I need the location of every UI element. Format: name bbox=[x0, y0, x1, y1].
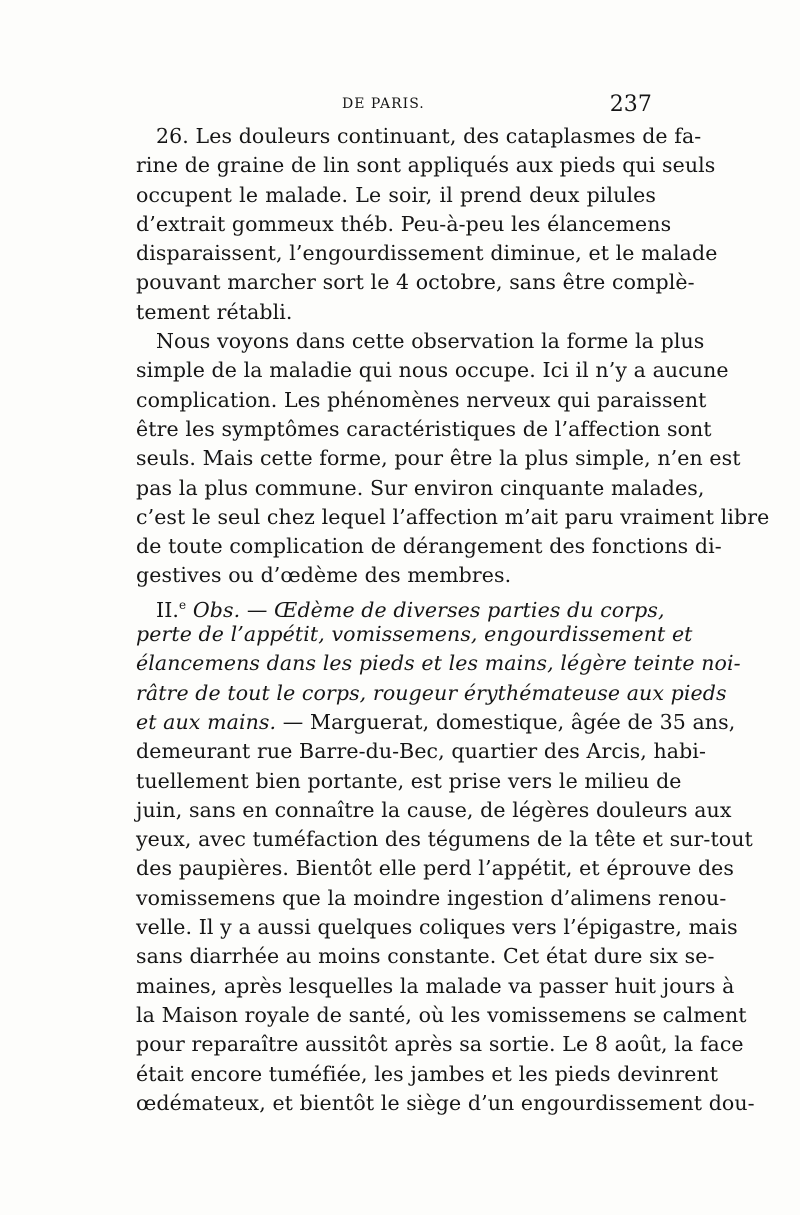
running-head bbox=[136, 92, 656, 122]
text-line: d’extrait gommeux théb. Peu-à-peu les élancemens bbox=[136, 211, 672, 236]
text-line: était encore tuméfiée, les jambes et les pieds devinrent bbox=[136, 1061, 719, 1086]
text-line: rine de graine de lin sont appliqués aux pieds qui seuls bbox=[136, 153, 716, 178]
text-line: c’est le seul chez lequel l’affection m’ait paru vraiment libre bbox=[136, 504, 770, 529]
text-line: être les symptômes caractéristiques de l’affection sont bbox=[136, 416, 712, 441]
text-line: élancemens dans les pieds et les mains, légère teinte noi- bbox=[136, 651, 741, 676]
text-line: sans diarrhée au moins constante. Cet état dure six se- bbox=[136, 944, 715, 969]
text-line: de toute complication de dérangement des fonctions di- bbox=[136, 534, 722, 559]
text-line: maines, après lesquelles la malade va passer huit jours à bbox=[136, 973, 735, 998]
paragraph-group-1 bbox=[136, 122, 770, 591]
text-line: juin, sans en connaître la cause, de légères douleurs aux bbox=[136, 797, 732, 822]
text-line bbox=[136, 591, 665, 622]
paragraph-group-2 bbox=[136, 737, 755, 1118]
text-line: yeux, avec tuméfaction des tégumens de la tête et sur-tout bbox=[136, 827, 753, 852]
text-line: pour reparaître aussitôt après sa sortie. Le 8 août, la face bbox=[136, 1032, 744, 1057]
text-line: Nous voyons dans cette observation la forme la plus bbox=[156, 329, 705, 354]
text-line: tuellement bien portante, est prise vers le milieu de bbox=[136, 768, 682, 793]
text-line: tement rétabli. bbox=[136, 299, 293, 324]
text-line: disparaissent, l’engourdissement diminue, et le malade bbox=[136, 241, 718, 266]
text-line: vomissemens que la moindre ingestion d’alimens renou- bbox=[136, 885, 727, 910]
text-line: gestives ou d’œdème des membres. bbox=[136, 563, 512, 588]
text-line: pouvant marcher sort le 4 octobre, sans être complè- bbox=[136, 270, 695, 295]
obs-number: II. bbox=[156, 597, 180, 622]
obs-title-end: et aux mains. bbox=[136, 709, 277, 734]
text-line: demeurant rue Barre-du-Bec, quartier des Arcis, habi- bbox=[136, 739, 706, 764]
obs-label: Obs. bbox=[186, 597, 241, 622]
text-line: velle. Il y a aussi quelques coliques vers l’épigastre, mais bbox=[136, 915, 738, 940]
obs-dash: — bbox=[240, 597, 275, 622]
text-line: 26. Les douleurs continuant, des cataplasmes de fa- bbox=[156, 124, 702, 148]
obs-title: Œdème de diverses parties du corps, bbox=[274, 597, 665, 622]
text-line: complication. Les phénomènes nerveux qui paraissent bbox=[136, 387, 707, 412]
text-line: la Maison royale de santé, où les vomissemens se calment bbox=[136, 1002, 747, 1027]
text-line: perte de l’appétit, vomissemens, engourdissement et bbox=[136, 622, 693, 647]
obs-text-start: — Marguerat, domestique, âgée de 35 ans, bbox=[276, 709, 736, 734]
text-line: œdémateux, et bientôt le siège d’un engourdissement dou- bbox=[136, 1090, 755, 1115]
text-line: des paupières. Bientôt elle perd l’appétit, et éprouve des bbox=[136, 856, 735, 881]
text-line: seuls. Mais cette forme, pour être la plus simple, n’en est bbox=[136, 446, 741, 471]
text-line: râtre de tout le corps, rougeur érythémateuse aux pieds bbox=[136, 680, 727, 705]
text-line bbox=[136, 708, 736, 737]
obs-number-sup: e bbox=[179, 597, 187, 612]
text-line: occupent le malade. Le soir, il prend deux pilules bbox=[136, 182, 656, 207]
page-text-block bbox=[136, 92, 770, 1118]
page-number: 237 bbox=[609, 92, 652, 117]
observation-heading bbox=[136, 591, 741, 737]
text-line: simple de la maladie qui nous occupe. Ici il n’y a aucune bbox=[136, 358, 729, 383]
text-line: pas la plus commune. Sur environ cinquante malades, bbox=[136, 475, 705, 500]
running-title: DE PARIS. bbox=[342, 96, 425, 112]
